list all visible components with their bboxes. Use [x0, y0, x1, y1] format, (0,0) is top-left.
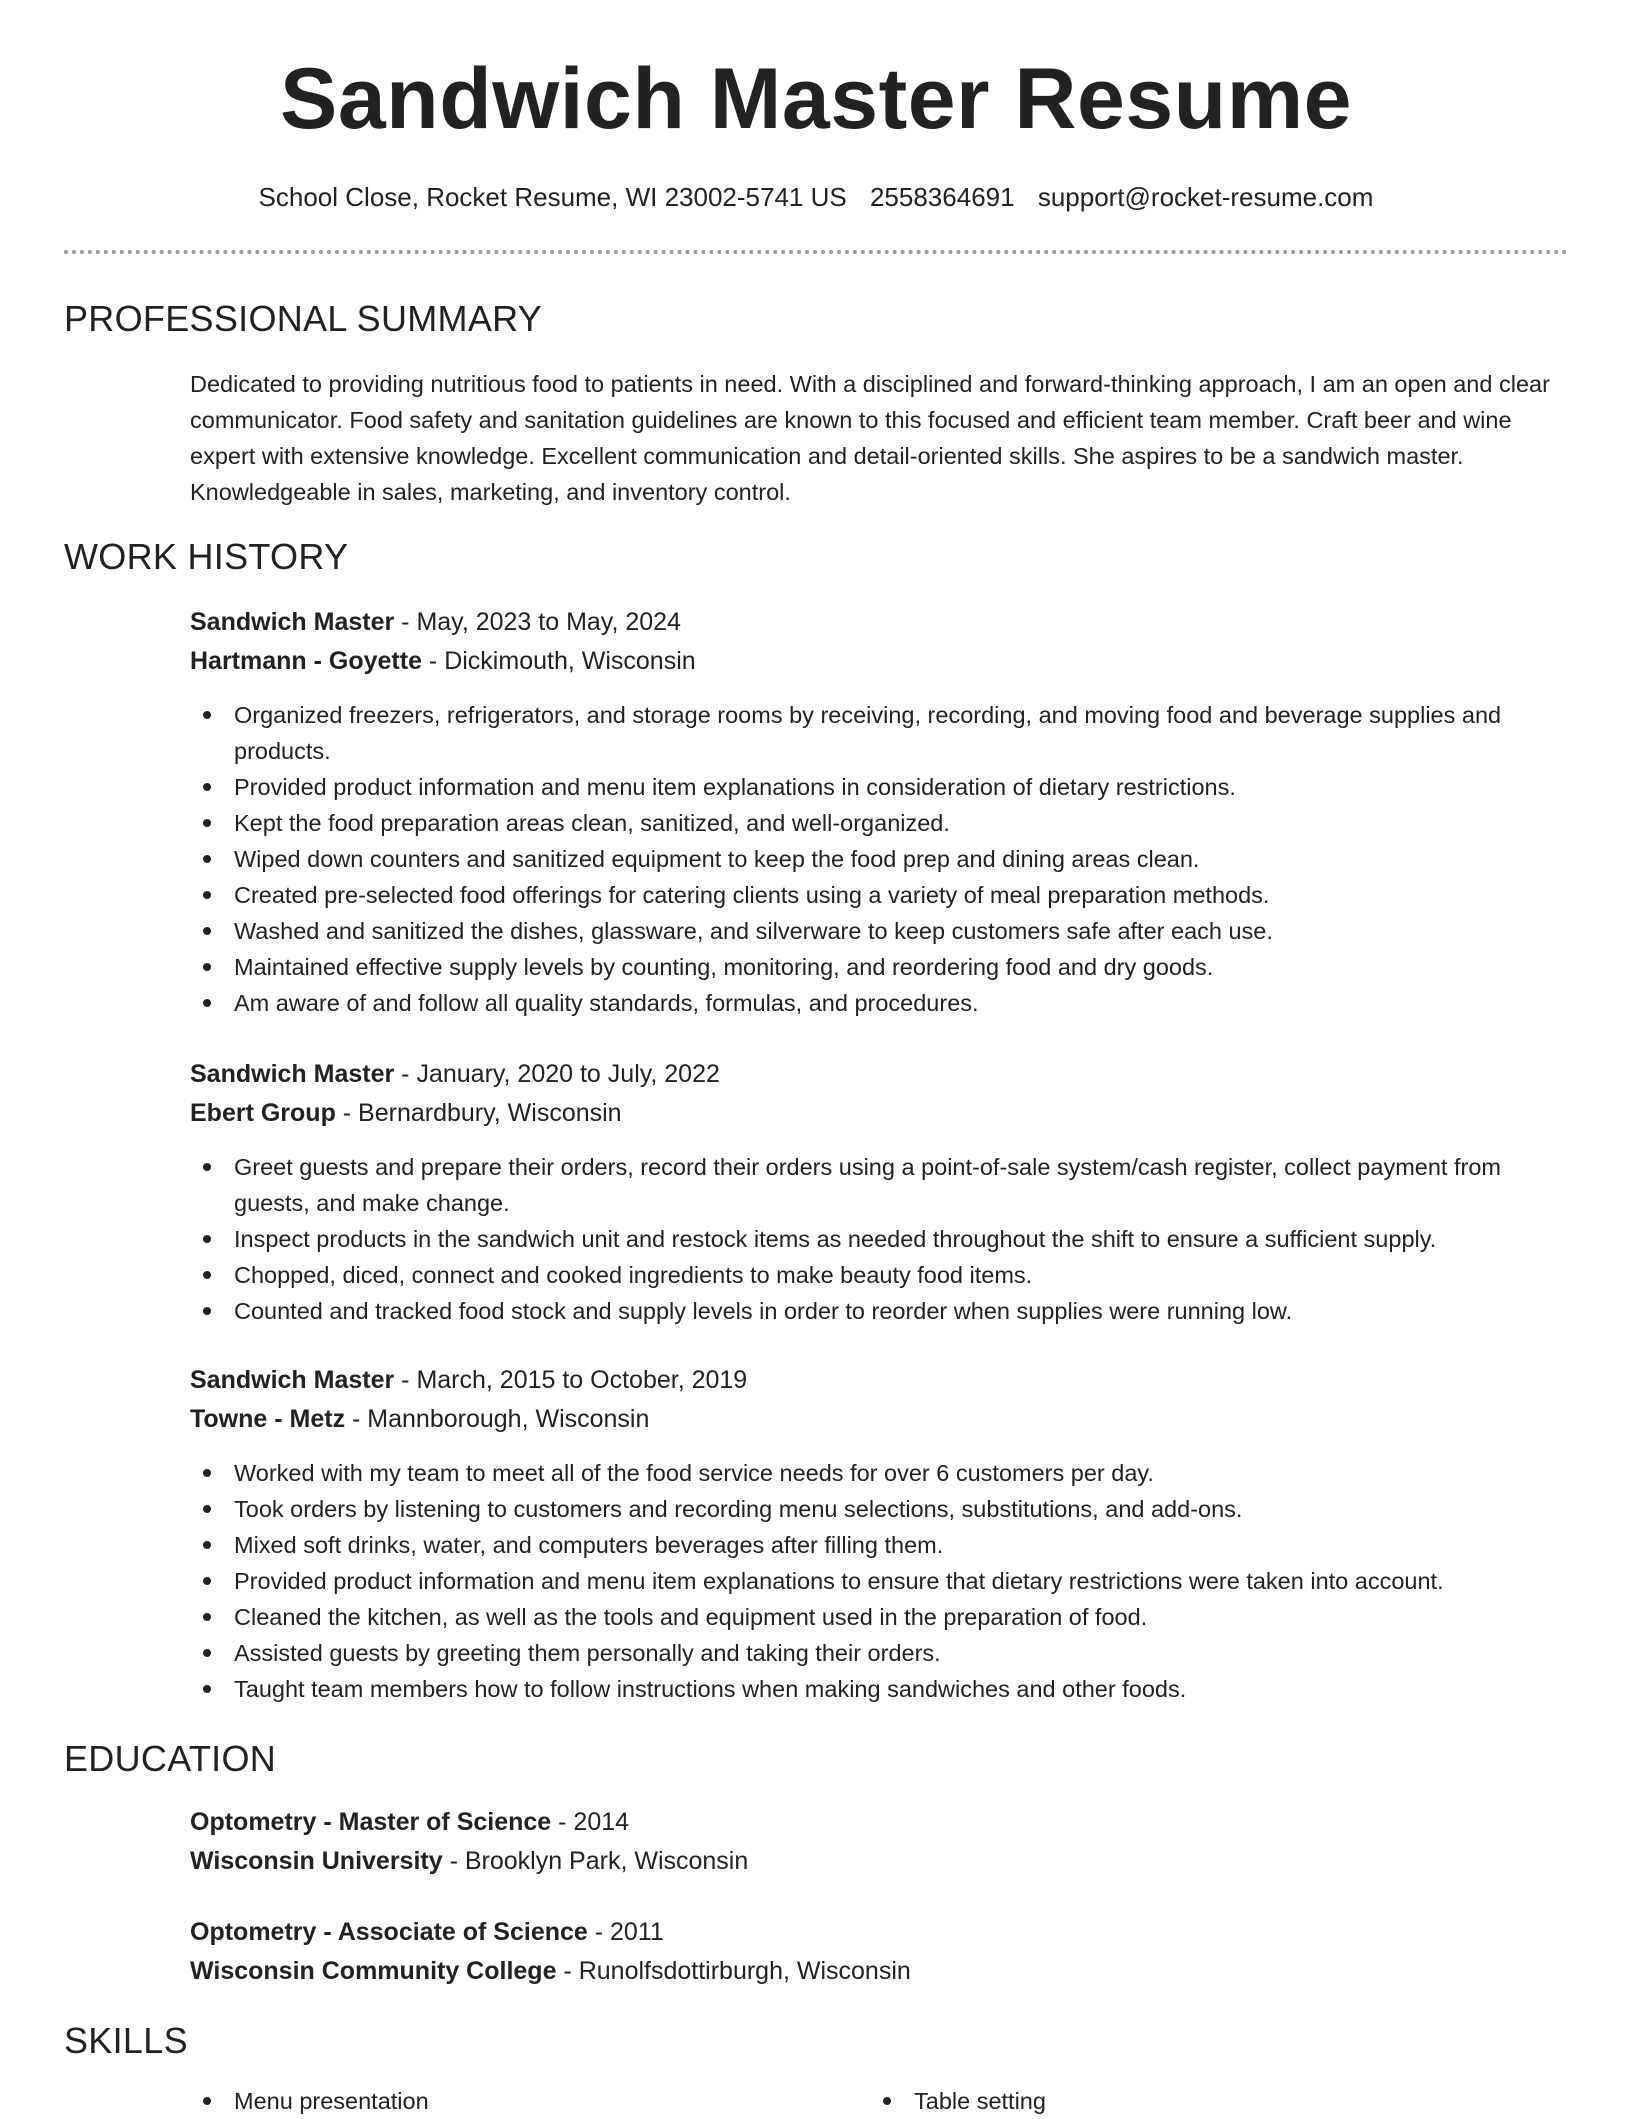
school-name: Wisconsin Community College [190, 1957, 557, 1985]
job-duties-list [190, 697, 1560, 1021]
degree-name: Optometry - Associate of Science [190, 1918, 588, 1946]
school-location: - Brooklyn Park, Wisconsin [442, 1847, 749, 1875]
list-item: Cleaned the kitchen, as well as the tools and equipment used in the preparation of food. [190, 1599, 1560, 1635]
school-line [190, 1952, 1560, 1991]
job-location: - Bernardbury, Wisconsin [335, 1099, 622, 1127]
job-duties-list [190, 1149, 1560, 1329]
list-item: Counted and tracked food stock and supply levels in order to reorder when supplies were running low. [190, 1293, 1560, 1329]
education-entry [190, 1913, 1560, 1991]
resume-title: Sandwich Master Resume [279, 51, 1353, 147]
job-location: - Dickimouth, Wisconsin [421, 647, 696, 675]
skill-item: Menu presentation [190, 2083, 429, 2119]
job-duties-list [190, 1455, 1560, 1707]
list-item: Created pre-selected food offerings for catering clients using a variety of meal preparation methods. [190, 877, 1560, 913]
work-history-heading: WORK HISTORY [64, 536, 349, 577]
list-item: Greet guests and prepare their orders, record their orders using a point-of-sale system/cash register, collect payment from guests, and make change. [190, 1149, 1560, 1221]
header-divider [64, 250, 1568, 254]
skills-column-right [870, 2083, 1046, 2119]
contact-address: School Close, Rocket Resume, WI 23002-5741 US [258, 182, 847, 212]
job-dates: - March, 2015 to October, 2019 [394, 1366, 748, 1394]
degree-year: - 2014 [551, 1808, 630, 1836]
job-title-line [190, 1055, 1560, 1094]
degree-line [190, 1803, 1560, 1842]
skills-column-left [190, 2083, 429, 2119]
job-company-line [190, 1094, 1560, 1133]
list-item: Took orders by listening to customers and recording menu selections, substitutions, and add-ons. [190, 1491, 1560, 1527]
list-item: Assisted guests by greeting them personally and taking their orders. [190, 1635, 1560, 1671]
skill-item: Table setting [870, 2083, 1046, 2119]
list-item: Wiped down counters and sanitized equipment to keep the food prep and dining areas clean. [190, 841, 1560, 877]
job-dates: - May, 2023 to May, 2024 [394, 608, 681, 636]
list-item: Washed and sanitized the dishes, glassware, and silverware to keep customers safe after each use. [190, 913, 1560, 949]
list-item: Chopped, diced, connect and cooked ingredients to make beauty food items. [190, 1257, 1560, 1293]
skills-heading: SKILLS [64, 2020, 188, 2061]
education-heading: EDUCATION [64, 1738, 277, 1779]
job-entry [190, 1361, 1560, 1707]
job-company: Towne - Metz [190, 1405, 346, 1433]
list-item: Provided product information and menu item explanations to ensure that dietary restrictions were taken into account. [190, 1563, 1560, 1599]
degree-line [190, 1913, 1560, 1952]
job-company-line [190, 642, 1560, 681]
job-location: - Mannborough, Wisconsin [345, 1405, 650, 1433]
job-title-line [190, 603, 1560, 642]
contact-phone: 2558364691 [869, 182, 1015, 212]
contact-email: support@rocket-resume.com [1037, 182, 1374, 212]
contact-line [0, 182, 1632, 213]
list-item: Maintained effective supply levels by counting, monitoring, and reordering food and dry goods. [190, 949, 1560, 985]
school-name: Wisconsin University [190, 1847, 443, 1875]
job-dates: - January, 2020 to July, 2022 [394, 1060, 720, 1088]
job-title: Sandwich Master [190, 608, 395, 636]
list-item: Taught team members how to follow instructions when making sandwiches and other foods. [190, 1671, 1560, 1707]
degree-year: - 2011 [587, 1918, 664, 1946]
degree-name: Optometry - Master of Science [190, 1808, 552, 1836]
job-title: Sandwich Master [190, 1060, 395, 1088]
summary-text: Dedicated to providing nutritious food to patients in need. With a disciplined and forward-thinking approach, I am an open and clear communicator. Food safety and sanitation guidelines are known to this focused and efficient team member. Craft beer and wine expert with extensive knowledge. Excellent communication and detail-oriented skills. She aspires to be a sandwich master. Knowledgeable in sales, marketing, and inventory control. [190, 371, 1550, 505]
school-location: - Runolfsdottirburgh, Wisconsin [556, 1957, 911, 1985]
list-item: Worked with my team to meet all of the food service needs for over 6 customers per day. [190, 1455, 1560, 1491]
job-title-line [190, 1361, 1560, 1400]
list-item: Inspect products in the sandwich unit and restock items as needed throughout the shift to ensure a sufficient supply. [190, 1221, 1560, 1257]
school-line [190, 1842, 1560, 1881]
job-company: Hartmann - Goyette [190, 647, 422, 675]
job-company: Ebert Group [190, 1099, 336, 1127]
job-title: Sandwich Master [190, 1366, 395, 1394]
job-entry [190, 1055, 1560, 1329]
job-company-line [190, 1400, 1560, 1439]
list-item: Mixed soft drinks, water, and computers beverages after filling them. [190, 1527, 1560, 1563]
job-entry [190, 603, 1560, 1021]
list-item: Kept the food preparation areas clean, sanitized, and well-organized. [190, 805, 1560, 841]
list-item: Provided product information and menu item explanations in consideration of dietary restrictions. [190, 769, 1560, 805]
list-item: Am aware of and follow all quality standards, formulas, and procedures. [190, 985, 1560, 1021]
summary-heading: PROFESSIONAL SUMMARY [64, 298, 543, 339]
education-entry [190, 1803, 1560, 1881]
list-item: Organized freezers, refrigerators, and storage rooms by receiving, recording, and moving food and beverage supplies and products. [190, 697, 1560, 769]
